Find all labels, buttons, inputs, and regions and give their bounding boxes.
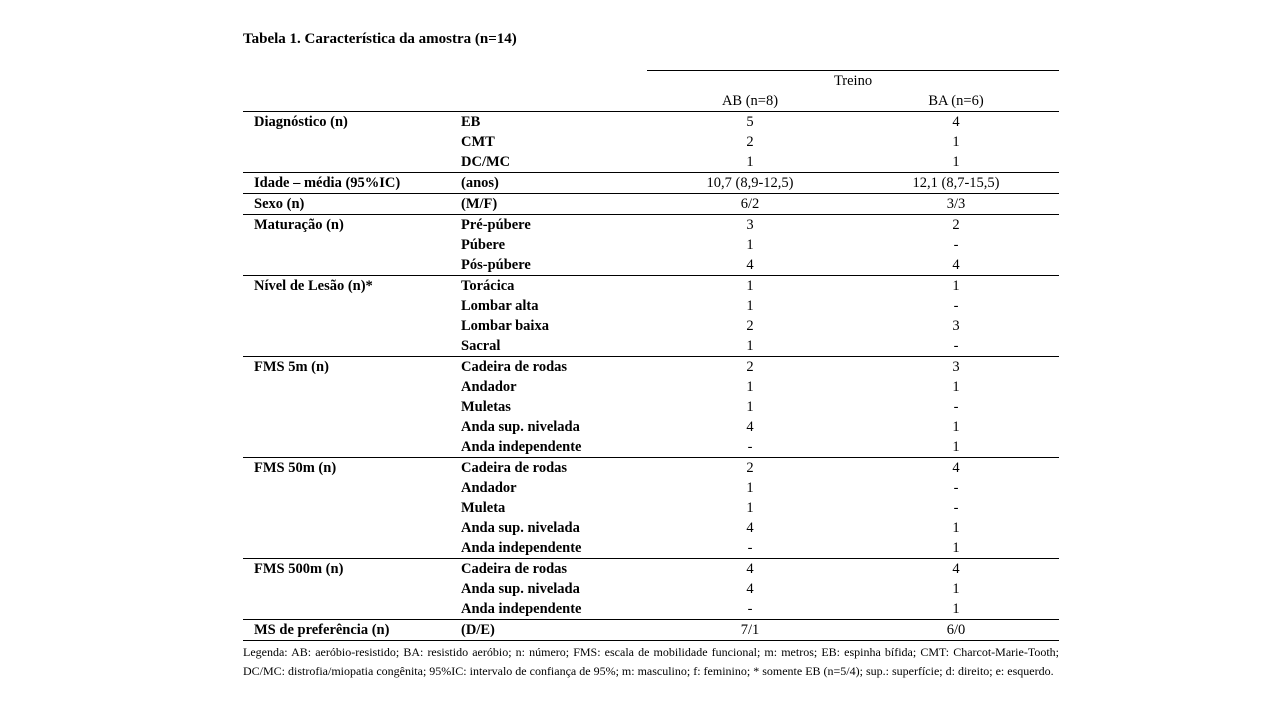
cell-ba-value: 2 <box>853 215 1059 236</box>
row-category-label: Púbere <box>461 237 506 253</box>
cell-ab-value: 1 <box>746 237 754 253</box>
cell-ba-value: 1 <box>952 154 960 170</box>
cell-ab-value: 3 <box>647 215 853 236</box>
cell-ba-value: - <box>953 338 959 354</box>
cell-ba-value: 4 <box>853 112 1059 133</box>
row-category-label: Cadeira de rodas <box>448 357 647 378</box>
row-category-label: Torácica <box>448 276 647 297</box>
cell-ba-value: 1 <box>952 379 960 395</box>
cell-ab-value: 1 <box>746 154 754 170</box>
table-title: Tabela 1. Característica da amostra (n=14) <box>243 31 517 47</box>
cell-ba-value: - <box>953 500 959 516</box>
table-row <box>243 194 1059 215</box>
table-row <box>243 357 1059 378</box>
row-category-label: Pré-púbere <box>448 215 647 236</box>
row-category-label: Anda independente <box>461 439 582 455</box>
row-category-label: Pós-púbere <box>461 257 531 273</box>
cell-ab-value: 5 <box>647 112 853 133</box>
row-group-label: Nível de Lesão (n)* <box>243 276 448 297</box>
cell-ab-value: 2 <box>746 318 754 334</box>
cell-ab-value: 1 <box>647 276 853 297</box>
row-category-label: EB <box>448 112 647 133</box>
cell-ba-value: 3 <box>952 318 960 334</box>
cell-ba-value: 1 <box>952 520 960 536</box>
table-row <box>243 458 1059 479</box>
table-body <box>243 112 1059 641</box>
row-group-label: FMS 5m (n) <box>243 357 448 378</box>
table-row <box>243 296 1059 316</box>
cell-ab-value: 1 <box>746 379 754 395</box>
table-row <box>243 215 1059 236</box>
cell-ab-value: 1 <box>746 399 754 415</box>
table-row <box>243 478 1059 498</box>
table-row <box>243 336 1059 357</box>
table-row <box>243 132 1059 152</box>
cell-ba-value: 6/0 <box>853 620 1059 641</box>
cell-ba-value: 1 <box>952 439 960 455</box>
cell-ab-value: - <box>747 540 753 556</box>
cell-ab-value: - <box>747 601 753 617</box>
cell-ba-value: 1 <box>853 276 1059 297</box>
cell-ba-value: 3/3 <box>853 194 1059 215</box>
row-group-label: Idade – média (95%IC) <box>243 173 448 194</box>
row-group-label: MS de preferência (n) <box>243 620 448 641</box>
row-category-label: Lombar alta <box>461 298 539 314</box>
cell-ba-value: 4 <box>853 458 1059 479</box>
table-row <box>243 518 1059 538</box>
cell-ab-value: 1 <box>746 298 754 314</box>
row-group-label: FMS 500m (n) <box>243 559 448 580</box>
table-row <box>243 112 1059 133</box>
row-category-label: DC/MC <box>461 154 511 170</box>
row-category-label: Lombar baixa <box>461 318 549 334</box>
cell-ab-value: 4 <box>647 559 853 580</box>
row-category-label: Andador <box>461 379 517 395</box>
row-category-label: Muletas <box>461 399 511 415</box>
row-category-label: Anda sup. nivelada <box>461 520 580 536</box>
row-category-label: Andador <box>461 480 517 496</box>
group-header-treino: Treino <box>647 71 1059 92</box>
table-row <box>243 620 1059 641</box>
row-group-label: Maturação (n) <box>243 215 448 236</box>
cell-ab-value: 4 <box>746 257 754 273</box>
cell-ab-value: 2 <box>746 134 754 150</box>
cell-ab-value: 6/2 <box>647 194 853 215</box>
sample-characteristics-table <box>243 70 1059 641</box>
table-row <box>243 173 1059 194</box>
cell-ba-value: 1 <box>952 419 960 435</box>
table-row <box>243 579 1059 599</box>
row-category-label: Cadeira de rodas <box>448 559 647 580</box>
column-header-ba: BA (n=6) <box>928 93 984 109</box>
cell-ba-value: 12,1 (8,7-15,5) <box>853 173 1059 194</box>
cell-ab-value: 1 <box>746 338 754 354</box>
cell-ab-value: 10,7 (8,9-12,5) <box>647 173 853 194</box>
cell-ba-value: - <box>953 237 959 253</box>
table-row <box>243 152 1059 173</box>
row-category-label: Anda sup. nivelada <box>461 581 580 597</box>
table-row <box>243 235 1059 255</box>
row-category-label: Anda sup. nivelada <box>461 419 580 435</box>
cell-ab-value: 4 <box>746 419 754 435</box>
cell-ba-value: - <box>953 480 959 496</box>
table-row <box>243 276 1059 297</box>
table-row <box>243 255 1059 276</box>
cell-ba-value: 1 <box>952 540 960 556</box>
table-row <box>243 397 1059 417</box>
cell-ab-value: 7/1 <box>647 620 853 641</box>
cell-ba-value: 3 <box>853 357 1059 378</box>
row-group-label: Sexo (n) <box>243 194 448 215</box>
cell-ab-value: 2 <box>647 458 853 479</box>
cell-ab-value: 1 <box>746 500 754 516</box>
cell-ab-value: - <box>747 439 753 455</box>
row-category-label: Anda independente <box>461 601 582 617</box>
table-row <box>243 316 1059 336</box>
row-category-label: (anos) <box>448 173 647 194</box>
cell-ba-value: 4 <box>853 559 1059 580</box>
cell-ab-value: 1 <box>746 480 754 496</box>
cell-ba-value: 4 <box>952 257 960 273</box>
table-row <box>243 437 1059 458</box>
table-row <box>243 377 1059 397</box>
row-category-label: Muleta <box>461 500 506 516</box>
row-group-label: Diagnóstico (n) <box>243 112 448 133</box>
cell-ba-value: 1 <box>952 601 960 617</box>
cell-ba-value: - <box>953 399 959 415</box>
row-category-label: CMT <box>461 134 495 150</box>
row-category-label: Cadeira de rodas <box>448 458 647 479</box>
cell-ab-value: 2 <box>647 357 853 378</box>
table-row <box>243 498 1059 518</box>
cell-ba-value: - <box>953 298 959 314</box>
table-row <box>243 538 1059 559</box>
cell-ba-value: 1 <box>952 134 960 150</box>
row-category-label: (M/F) <box>448 194 647 215</box>
table-row <box>243 599 1059 620</box>
cell-ba-value: 1 <box>952 581 960 597</box>
table-row <box>243 417 1059 437</box>
row-group-label: FMS 50m (n) <box>243 458 448 479</box>
row-category-label: Anda independente <box>461 540 582 556</box>
column-header-ab: AB (n=8) <box>721 93 779 109</box>
row-category-label: Sacral <box>461 338 501 354</box>
cell-ab-value: 4 <box>746 581 754 597</box>
table-legend: Legenda: AB: aeróbio-resistido; BA: resistido aeróbio; n: número; FMS: escala de mobilidade funcional; m: metros; EB: espinha bífida; CMT: Charcot-Marie-Tooth; DC/MC: distrofia/miopatia congênita; 95%IC: intervalo de confiança de 95%; m: masculino; f: feminino; * somente EB (n=5/4); sup.: superfície; d: direito; e: esquerdo. <box>243 645 1059 678</box>
cell-ab-value: 4 <box>746 520 754 536</box>
table-row <box>243 559 1059 580</box>
row-category-label: (D/E) <box>448 620 647 641</box>
